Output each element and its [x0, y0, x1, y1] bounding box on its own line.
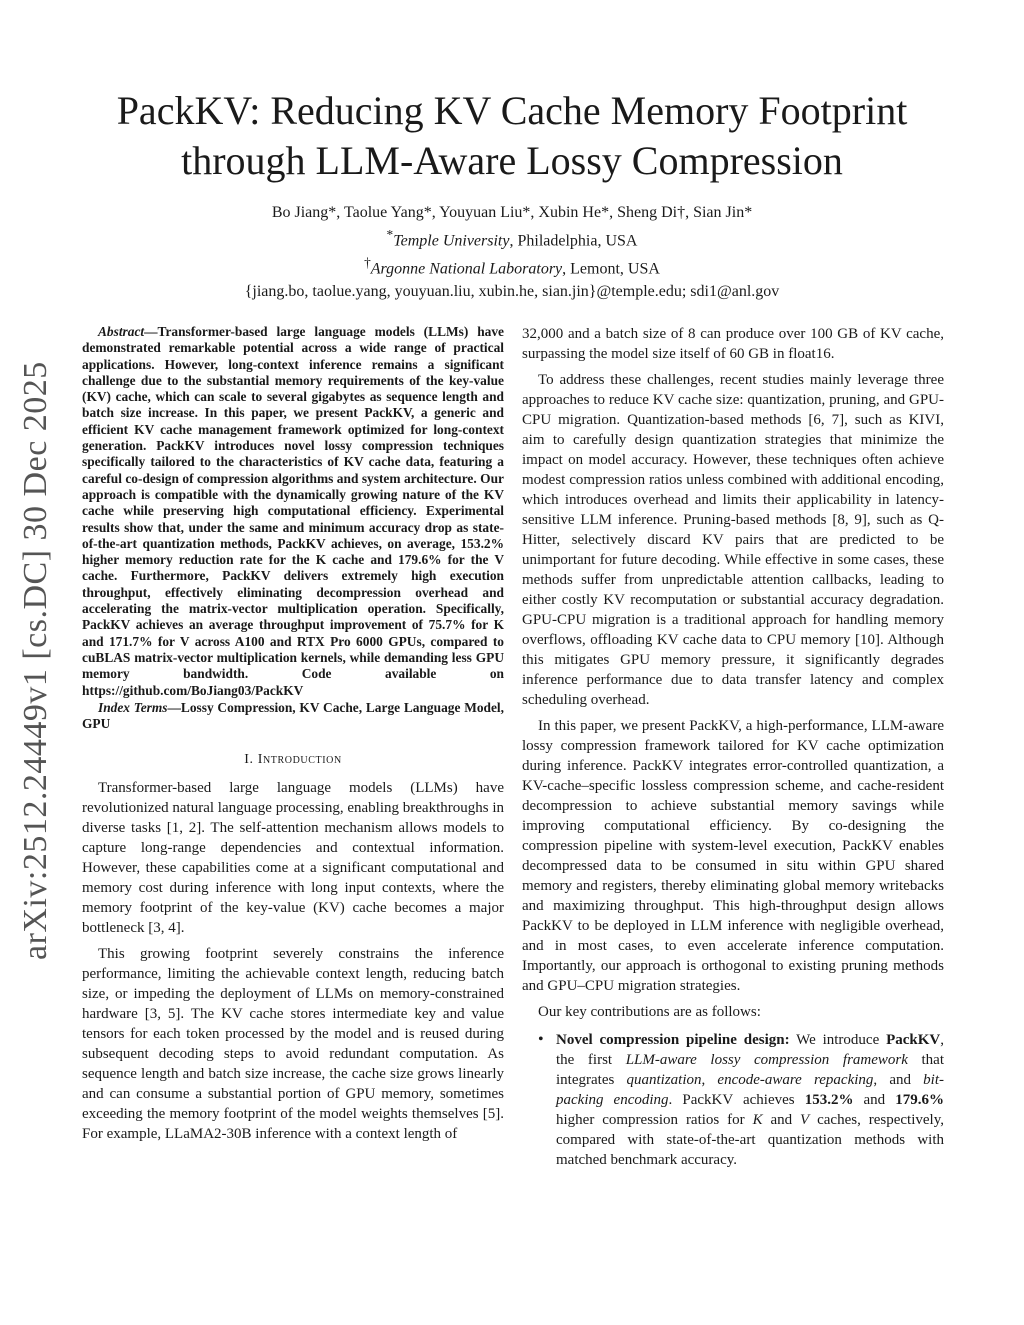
affiliation-mark: *: [386, 227, 394, 242]
contribution-text: higher compression ratios for: [556, 1112, 753, 1128]
paragraph-approaches: To address these challenges, recent studies mainly leverage three approaches to reduce KV cache size: quantization, pruning, and GPU-CPU migration. Quantization-based methods [6, 7], such as KIVI, aim to carefully design quantization strategies that minimize the impact on model accuracy. However, these techniques often achieve modest compression ratios unless combined with additional encoding, which introduces overhead and limits their applicability in latency-sensitive LLM inference. Pruning-based methods [8, 9], such as Q-Hitter, selectively discard KV pairs that are predicted to be unimportant for future decoding. While effective in some cases, these methods suffer from unpredictable attention callbacks, leading to either costly KV recomputation or substantial accuracy degradation. GPU-CPU migration is a traditional approach for handling memory overflows, offloading KV cache data to CPU memory [10]. Although this mitigates GPU memory pressure, it significantly degrades inference performance due to data transfer latency and complex scheduling overhead.: [522, 372, 944, 708]
contribution-text: We introduce: [789, 1032, 887, 1048]
arxiv-identifier: arXiv:2512.24449v1 [cs.DC] 30 Dec 2025: [17, 361, 54, 960]
paper-title-line-2: through LLM-Aware Lossy Compression: [181, 138, 843, 183]
paragraph-packkv: In this paper, we present PackKV, a high-performance, LLM-aware lossy compression framework tailored for KV cache optimization during inference. PackKV integrates error-controlled quantization, a KV-cache–specific lossless compression scheme, and cache-resident decompression to achieve substantial memory savings while improving computational efficiency. By co-designing the compression pipeline with system-level execution, PackKV enables decompressed data to be consumed in situ within GPU shared memory and registers, thereby eliminating global memory writebacks and maximizing throughput. This high-throughput design allows PackKV to be deployed in LLM inference with negligible overhead, and in most cases, to even accelerate inference computation. Importantly, our approach is orthogonal to existing pruning methods and GPU–CPU migration strategies.: [522, 718, 944, 994]
contribution-value-k: 153.2%: [804, 1092, 854, 1108]
affiliation-institution: Temple University: [393, 232, 510, 250]
paper-title: [60, 86, 964, 186]
section-number: I.: [244, 752, 254, 768]
contributions-list: [522, 1030, 944, 1170]
affiliation-mark: †: [364, 255, 371, 271]
contribution-symbol-v: V: [800, 1112, 810, 1128]
right-column: [522, 324, 944, 1170]
contribution-heading: Novel compression pipeline design:: [556, 1032, 790, 1048]
contribution-name: PackKV: [886, 1032, 941, 1048]
contribution-emphasis: bit-packing encoding: [556, 1072, 944, 1108]
section-heading: [82, 750, 504, 770]
contribution-emphasis: encode-aware repacking: [717, 1072, 874, 1088]
abstract-label: Abstract: [98, 324, 145, 339]
section-title: Introduction: [257, 752, 342, 768]
contribution-text: and: [853, 1092, 896, 1108]
intro-paragraph-2: This growing footprint severely constrains the inference performance, limiting the achievable context length, reducing batch size, or impeding the deployment of LLMs on memory-constrained hardware [3, 5]. The KV cache stores intermediate key and value tensors for each token processed by the model and is reused during subsequent decoding steps to avoid redundant computation. As sequence length and batch size increase, the cache size grows linearly and can consume a substantial portion of GPU memory, sometimes exceeding the memory footprint of the model weights themselves [5]. For example, LLaMA2-30B inference with a context length of: [82, 946, 504, 1143]
contribution-text: . PackKV achieves: [668, 1092, 805, 1108]
contribution-text: and: [762, 1112, 801, 1128]
contribution-emphasis: quantization: [626, 1072, 702, 1088]
affiliation-institution: Argonne National Laboratory: [370, 260, 563, 278]
index-terms: [82, 700, 504, 733]
contribution-text: caches, respectively, compared with state-of-the-art quantization methods with matched benchmark accuracy.: [556, 1112, 944, 1168]
intro-paragraph-1: Transformer-based large language models (LLMs) have revolutionized natural language processing, enabling breakthroughs in diverse tasks [1, 2]. The self-attention mechanism allows models to capture long-range dependencies and contextual information. However, these capabilities come at a significant computational and memory cost during inference with long input contexts, where the memory footprint of the key-value (KV) cache becomes a major bottleneck [3, 4].: [82, 780, 504, 937]
contribution-emphasis: LLM-aware lossy compression framework: [625, 1052, 908, 1068]
paper-title-line-1: PackKV: Reducing KV Cache Memory Footprint: [116, 88, 908, 133]
abstract: [82, 324, 504, 699]
abstract-text: —Transformer-based large language models (LLMs) have demonstrated remarkable potential across a wide range of practical applications. However, long-context inference remains a significant challenge due to the substantial memory requirements of the key-value (KV) cache, which can scale to several gigabytes as sequence length and batch size increase. In this paper, we present PackKV, a generic and efficient KV cache management framework optimized for long-context generation. PackKV introduces novel lossy compression techniques specifically tailored to the characteristics of KV cache data, featuring a careful co-design of compression algorithms and system architecture. Our approach is compatible with the dynamically growing nature of the KV cache while preserving high computational efficiency. Experimental results show that, under the same and minimum accuracy drop as state-of-the-art quantization methods, PackKV achieves, on average, 153.2% higher memory reduction rate for the K cache and 179.6% for the V cache. Furthermore, PackKV delivers extremely high execution throughput, effectively eliminating decompression overhead and accelerating the matrix-vector multiplication operation. Specifically, PackKV achieves an average throughput improvement of 75.7% for K and 171.7% for V across A100 and RTX Pro 6000 GPUs, compared to cuBLAS matrix-vector multiplication kernels, while demanding less GPU memory bandwidth. Code available on https://github.com/BoJiang03/PackKV: [82, 324, 504, 698]
affiliation-temple: [60, 224, 964, 252]
index-terms-text: —Lossy Compression, KV Cache, Large Language Model, GPU: [82, 699, 504, 732]
author-names: Bo Jiang*, Taolue Yang*, Youyuan Liu*, Xubin He*, Sheng Di†, Sian Jin*: [271, 204, 753, 221]
contribution-text: , and: [873, 1072, 924, 1088]
author-block: [60, 202, 964, 303]
affiliation-location: , Philadelphia, USA: [509, 232, 638, 250]
paragraph-contributions-intro: Our key contributions are as follows:: [538, 1004, 761, 1020]
contribution-value-v: 179.6%: [895, 1092, 945, 1108]
contribution-symbol-k: K: [752, 1112, 763, 1128]
author-emails: {jiang.bo, taolue.yang, youyuan.liu, xubin.he, sian.jin}@temple.edu; sdi1@anl.gov: [244, 282, 780, 300]
contribution-text: that integrates: [556, 1052, 945, 1088]
affiliation-argonne: [60, 252, 964, 280]
contribution-text: ,: [701, 1072, 718, 1088]
contribution-text: , the first: [556, 1032, 944, 1068]
index-terms-label: Index Terms: [98, 699, 168, 715]
left-column: [82, 324, 504, 1150]
contribution-item: [556, 1030, 944, 1170]
affiliation-location: , Lemont, USA: [562, 260, 660, 278]
paragraph-continued: 32,000 and a batch size of 8 can produce over 100 GB of KV cache, surpassing the model size itself of 60 GB in float16.: [522, 326, 944, 362]
